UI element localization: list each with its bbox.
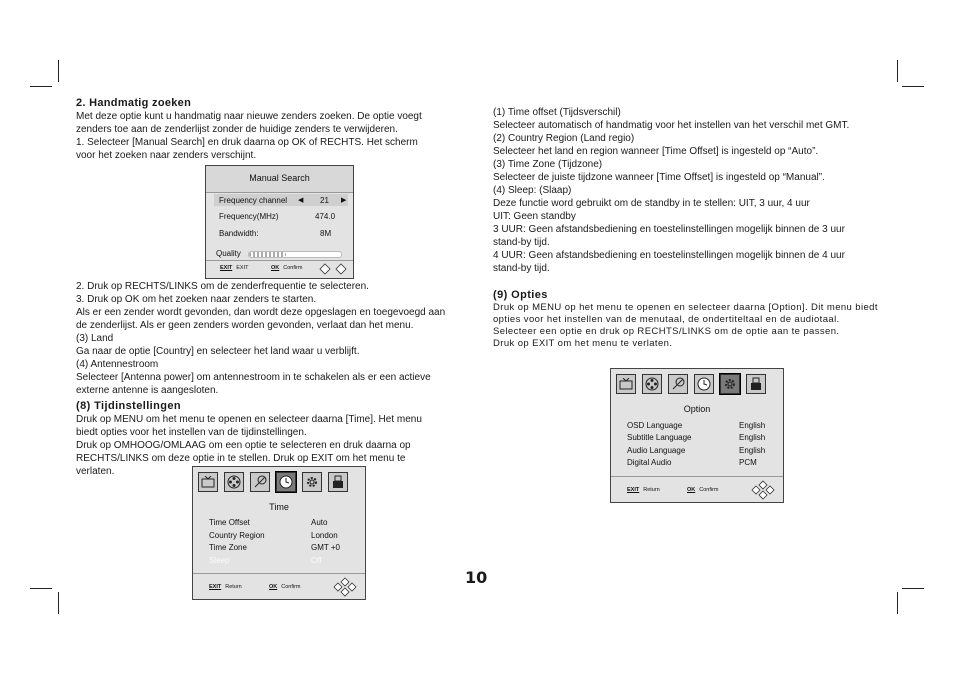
frequency-mhz-label: Frequency(MHz) bbox=[219, 212, 279, 221]
confirm-hint: OK Confirm bbox=[687, 487, 719, 493]
paragraph-line: zenders toe aan de zenderlijst zonder de huidige zenders te verwijderen. bbox=[76, 124, 398, 135]
bandwidth-label: Bandwidth: bbox=[219, 229, 259, 238]
confirm-hint: OK Confirm bbox=[271, 265, 303, 271]
digital-audio-label: Digital Audio bbox=[627, 458, 672, 467]
paragraph-line: Druk op EXIT om het menu te verlaten. bbox=[493, 338, 673, 349]
time-offset-label: Time Offset bbox=[209, 518, 250, 527]
paragraph-line: Selecteer een optie en druk op RECHTS/LINKS om de optie aan te passen. bbox=[493, 326, 840, 337]
navigation-arrows-icon bbox=[319, 263, 349, 275]
time-menu-screen bbox=[192, 466, 366, 600]
paragraph-line: Deze functie word gebruikt om de standby in te stellen: UIT, 3 uur, 4 uur bbox=[493, 198, 810, 209]
paragraph-line: stand-by tijd. bbox=[493, 263, 550, 274]
tv-icon bbox=[616, 374, 636, 394]
page-number: 10 bbox=[465, 568, 488, 587]
paragraph-line: Selecteer het land en region wanneer [Time Offset] is ingesteld op “Auto”. bbox=[493, 146, 819, 157]
exit-hint: EXIT Return bbox=[209, 584, 242, 590]
quality-label: Quality bbox=[216, 249, 241, 258]
bandwidth-value: 8M bbox=[320, 229, 332, 238]
frequency-channel-label: Frequency channel bbox=[219, 196, 288, 205]
crop-mark bbox=[30, 86, 52, 87]
paragraph-line: Selecteer automatisch of handmatig voor het instellen van het verschil met GMT. bbox=[493, 120, 850, 131]
section-manual-search bbox=[76, 97, 471, 162]
sleep-value: Off bbox=[311, 556, 322, 565]
audio-language-label: Audio Language bbox=[627, 446, 686, 455]
crop-mark bbox=[30, 588, 52, 589]
navigation-arrows-icon bbox=[333, 577, 357, 597]
paragraph-line: opties voor het instellen van de menutaal, de ondertiteltaal en de audiotaal. bbox=[493, 314, 840, 325]
time-zone-value: GMT +0 bbox=[311, 543, 340, 552]
arrow-left-icon: ◀ bbox=[298, 197, 304, 204]
paragraph-line: Druk op MENU op het menu te openen en selecteer daarna [Option]. Dit menu biedt bbox=[493, 302, 878, 313]
crop-mark bbox=[897, 592, 898, 614]
menu-icon-bar bbox=[198, 472, 348, 492]
paragraph-line: Druk op OMHOOG/OMLAAG om een optie te selecteren en druk daarna op bbox=[76, 440, 411, 451]
digital-audio-value: PCM bbox=[739, 458, 757, 467]
clock-icon bbox=[694, 374, 714, 394]
paragraph-line: (4) Sleep: (Slaap) bbox=[493, 185, 572, 196]
gear-icon bbox=[720, 374, 740, 394]
confirm-hint: OK Confirm bbox=[269, 584, 301, 590]
arrow-right-icon: ▶ bbox=[341, 197, 347, 204]
tv-icon bbox=[198, 472, 218, 492]
paragraph-line: (3) Time Zone (Tijdzone) bbox=[493, 159, 603, 170]
exit-hint: EXIT Return bbox=[627, 487, 660, 493]
manual-search-screen bbox=[205, 165, 354, 279]
paragraph-line: Ga naar de optie [Country] en selecteer het land waar u verblijft. bbox=[76, 346, 360, 357]
paragraph-line: Met deze optie kunt u handmatig naar nieuwe zenders zoeken. De optie voegt bbox=[76, 111, 422, 122]
section-manual-search-steps bbox=[76, 280, 471, 397]
satellite-dish-icon bbox=[250, 472, 270, 492]
menu-icon-bar bbox=[616, 374, 766, 394]
usb-icon bbox=[746, 374, 766, 394]
paragraph-line: Als er een zender wordt gevonden, dan wordt deze opgeslagen en toegevoegd aan bbox=[76, 307, 446, 318]
frequency-mhz-value: 474.0 bbox=[315, 212, 336, 221]
paragraph-line: (3) Land bbox=[76, 333, 114, 344]
osd-language-label: OSD Language bbox=[627, 421, 683, 430]
paragraph-line: 3. Druk op OK om het zoeken naar zenders te starten. bbox=[76, 294, 317, 305]
section-heading: (8) Tijdinstellingen bbox=[76, 400, 182, 412]
section-heading: 2. Handmatig zoeken bbox=[76, 97, 192, 109]
time-offset-value: Auto bbox=[311, 518, 328, 527]
paragraph-line: externe antenne is aangesloten. bbox=[76, 385, 219, 396]
crop-mark bbox=[902, 588, 924, 589]
paragraph-line: RECHTS/LINKS om deze optie in te stellen. Druk op EXIT om het menu te bbox=[76, 453, 406, 464]
gear-icon bbox=[302, 472, 322, 492]
quality-bar bbox=[248, 251, 342, 258]
country-region-value: London bbox=[311, 531, 338, 540]
osd-language-value: English bbox=[739, 421, 766, 430]
frequency-channel-value: 21 bbox=[320, 196, 329, 205]
section-time-items bbox=[493, 106, 888, 275]
paragraph-line: Selecteer de juiste tijdzone wanneer [Time Offset] is ingesteld op “Manual”. bbox=[493, 172, 825, 183]
paragraph-line: 2. Druk op RECHTS/LINKS om de zenderfrequentie te selecteren. bbox=[76, 281, 369, 292]
satellite-dish-icon bbox=[668, 374, 688, 394]
section-heading: (9) Opties bbox=[493, 289, 548, 301]
film-reel-icon bbox=[642, 374, 662, 394]
paragraph-line: (2) Country Region (Land regio) bbox=[493, 133, 635, 144]
sleep-label: Sleep bbox=[209, 556, 230, 565]
usb-icon bbox=[328, 472, 348, 492]
country-region-label: Country Region bbox=[209, 531, 265, 540]
crop-mark bbox=[58, 60, 59, 82]
paragraph-line: 4 UUR: Geen afstandsbediening en toestelinstellingen mogelijk binnen de 4 uur bbox=[493, 250, 845, 261]
crop-mark bbox=[897, 60, 898, 82]
paragraph-line: (1) Time offset (Tijdsverschil) bbox=[493, 107, 621, 118]
paragraph-line: (4) Antennestroom bbox=[76, 359, 159, 370]
crop-mark bbox=[58, 592, 59, 614]
subtitle-language-label: Subtitle Language bbox=[627, 433, 692, 442]
paragraph-line: verlaten. bbox=[76, 466, 115, 477]
paragraph-line: Selecteer [Antenna power] om antennestroom in te schakelen als er een actieve bbox=[76, 372, 431, 383]
paragraph-line: UIT: Geen standby bbox=[493, 211, 576, 222]
paragraph-line: Druk op MENU om het menu te openen en selecteer daarna [Time]. Het menu bbox=[76, 414, 422, 425]
paragraph-line: stand-by tijd. bbox=[493, 237, 550, 248]
paragraph-line: voor het zoeken naar zenders verschijnt. bbox=[76, 150, 257, 161]
paragraph-line: de zenderlijst. Als er geen zenders worden gevonden, verlaat dan het menu. bbox=[76, 320, 414, 331]
section-options bbox=[493, 289, 888, 350]
paragraph-line: biedt opties voor het instellen van de tijdinstellingen. bbox=[76, 427, 307, 438]
film-reel-icon bbox=[224, 472, 244, 492]
screen-title: Manual Search bbox=[249, 173, 310, 183]
paragraph-line: 3 UUR: Geen afstandsbediening en toestelinstellingen mogelijk binnen de 3 uur bbox=[493, 224, 845, 235]
crop-mark bbox=[902, 86, 924, 87]
exit-hint: EXIT EXIT bbox=[220, 265, 249, 271]
navigation-arrows-icon bbox=[751, 480, 775, 500]
paragraph-line: 1. Selecteer [Manual Search] en druk daarna op OK of RECHTS. Het scherm bbox=[76, 137, 418, 148]
clock-icon bbox=[276, 472, 296, 492]
screen-title: Option bbox=[683, 404, 711, 414]
audio-language-value: English bbox=[739, 446, 766, 455]
option-menu-screen bbox=[610, 368, 784, 503]
subtitle-language-value: English bbox=[739, 433, 766, 442]
screen-title: Time bbox=[269, 502, 289, 512]
time-zone-label: Time Zone bbox=[209, 543, 247, 552]
